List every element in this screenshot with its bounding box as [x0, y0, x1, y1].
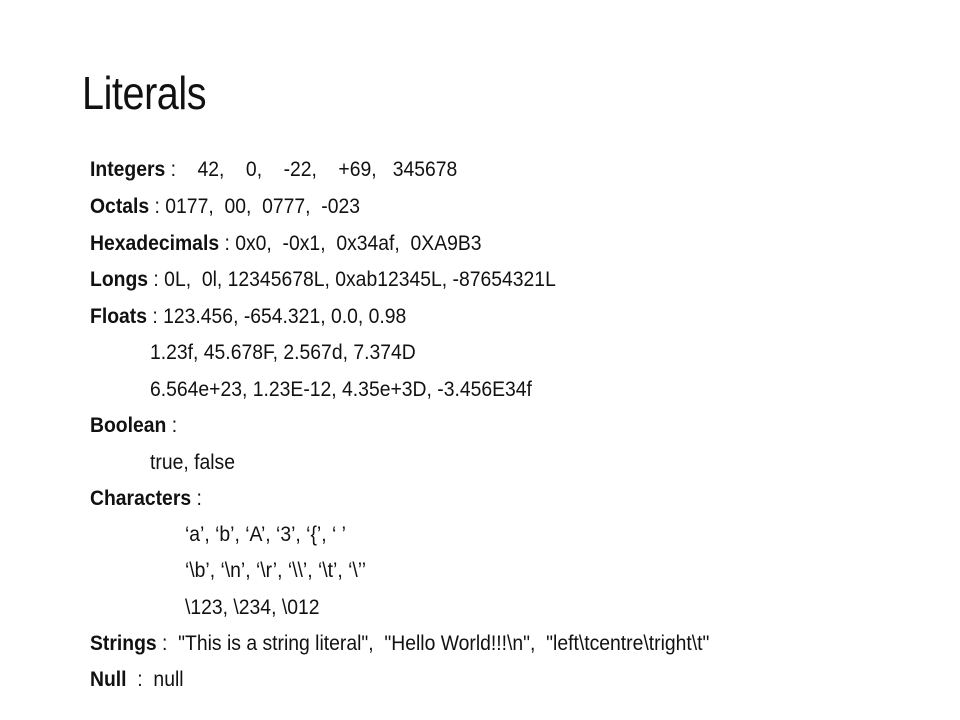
line-text: :	[191, 486, 202, 510]
line-label: Longs	[90, 267, 149, 291]
line-text: : null	[126, 667, 184, 691]
line-floats	[90, 303, 406, 329]
line-integers	[90, 156, 457, 182]
line-boolean-values	[150, 449, 235, 475]
line-characters-2	[185, 521, 346, 547]
line-label: Boolean	[90, 413, 167, 437]
line-text: : 123.456, -654.321, 0.0, 0.98	[146, 304, 407, 328]
line-label: Characters	[90, 486, 192, 510]
line-text: : 42, 0, -22, +69, 345678	[165, 157, 458, 181]
line-text: true, false	[150, 450, 235, 474]
line-text: 6.564e+23, 1.23E-12, 4.35e+3D, -3.456E34f	[150, 377, 532, 401]
line-characters-4	[185, 594, 319, 620]
line-label: Strings	[90, 631, 157, 655]
line-label: Floats	[90, 304, 147, 328]
line-longs	[90, 266, 556, 292]
line-boolean	[90, 412, 177, 438]
line-text: ‘\b’, ‘\n’, ‘\r’, ‘\\’, ‘\t’, ‘\’’	[185, 558, 366, 582]
line-characters	[90, 485, 202, 511]
line-floats-3	[150, 376, 532, 402]
line-text: : "This is a string literal", "Hello World!!!\n", "left\tcentre\tright\t"	[156, 631, 710, 655]
line-characters-3	[185, 557, 366, 583]
line-null	[90, 666, 184, 692]
line-text: : 0177, 00, 0777, -023	[149, 194, 361, 218]
line-label: Hexadecimals	[90, 231, 220, 255]
line-label: Integers	[90, 157, 166, 181]
line-hexadecimals	[90, 230, 482, 256]
slide-title: Literals	[82, 67, 207, 119]
line-text: 1.23f, 45.678F, 2.567d, 7.374D	[150, 340, 416, 364]
line-text: : 0x0, -0x1, 0x34af, 0XA9B3	[219, 231, 482, 255]
line-text: \123, \234, \012	[185, 595, 320, 619]
line-label: Null	[90, 667, 127, 691]
line-label: Octals	[90, 194, 150, 218]
line-strings	[90, 630, 709, 656]
line-text: : 0L, 0l, 12345678L, 0xab12345L, -87654321L	[148, 267, 556, 291]
line-floats-2	[150, 339, 416, 365]
line-text: :	[166, 413, 178, 437]
line-text: ‘a’, ‘b’, ‘A’, ‘3’, ‘{’, ‘ ’	[185, 522, 346, 546]
line-octals	[90, 193, 360, 219]
